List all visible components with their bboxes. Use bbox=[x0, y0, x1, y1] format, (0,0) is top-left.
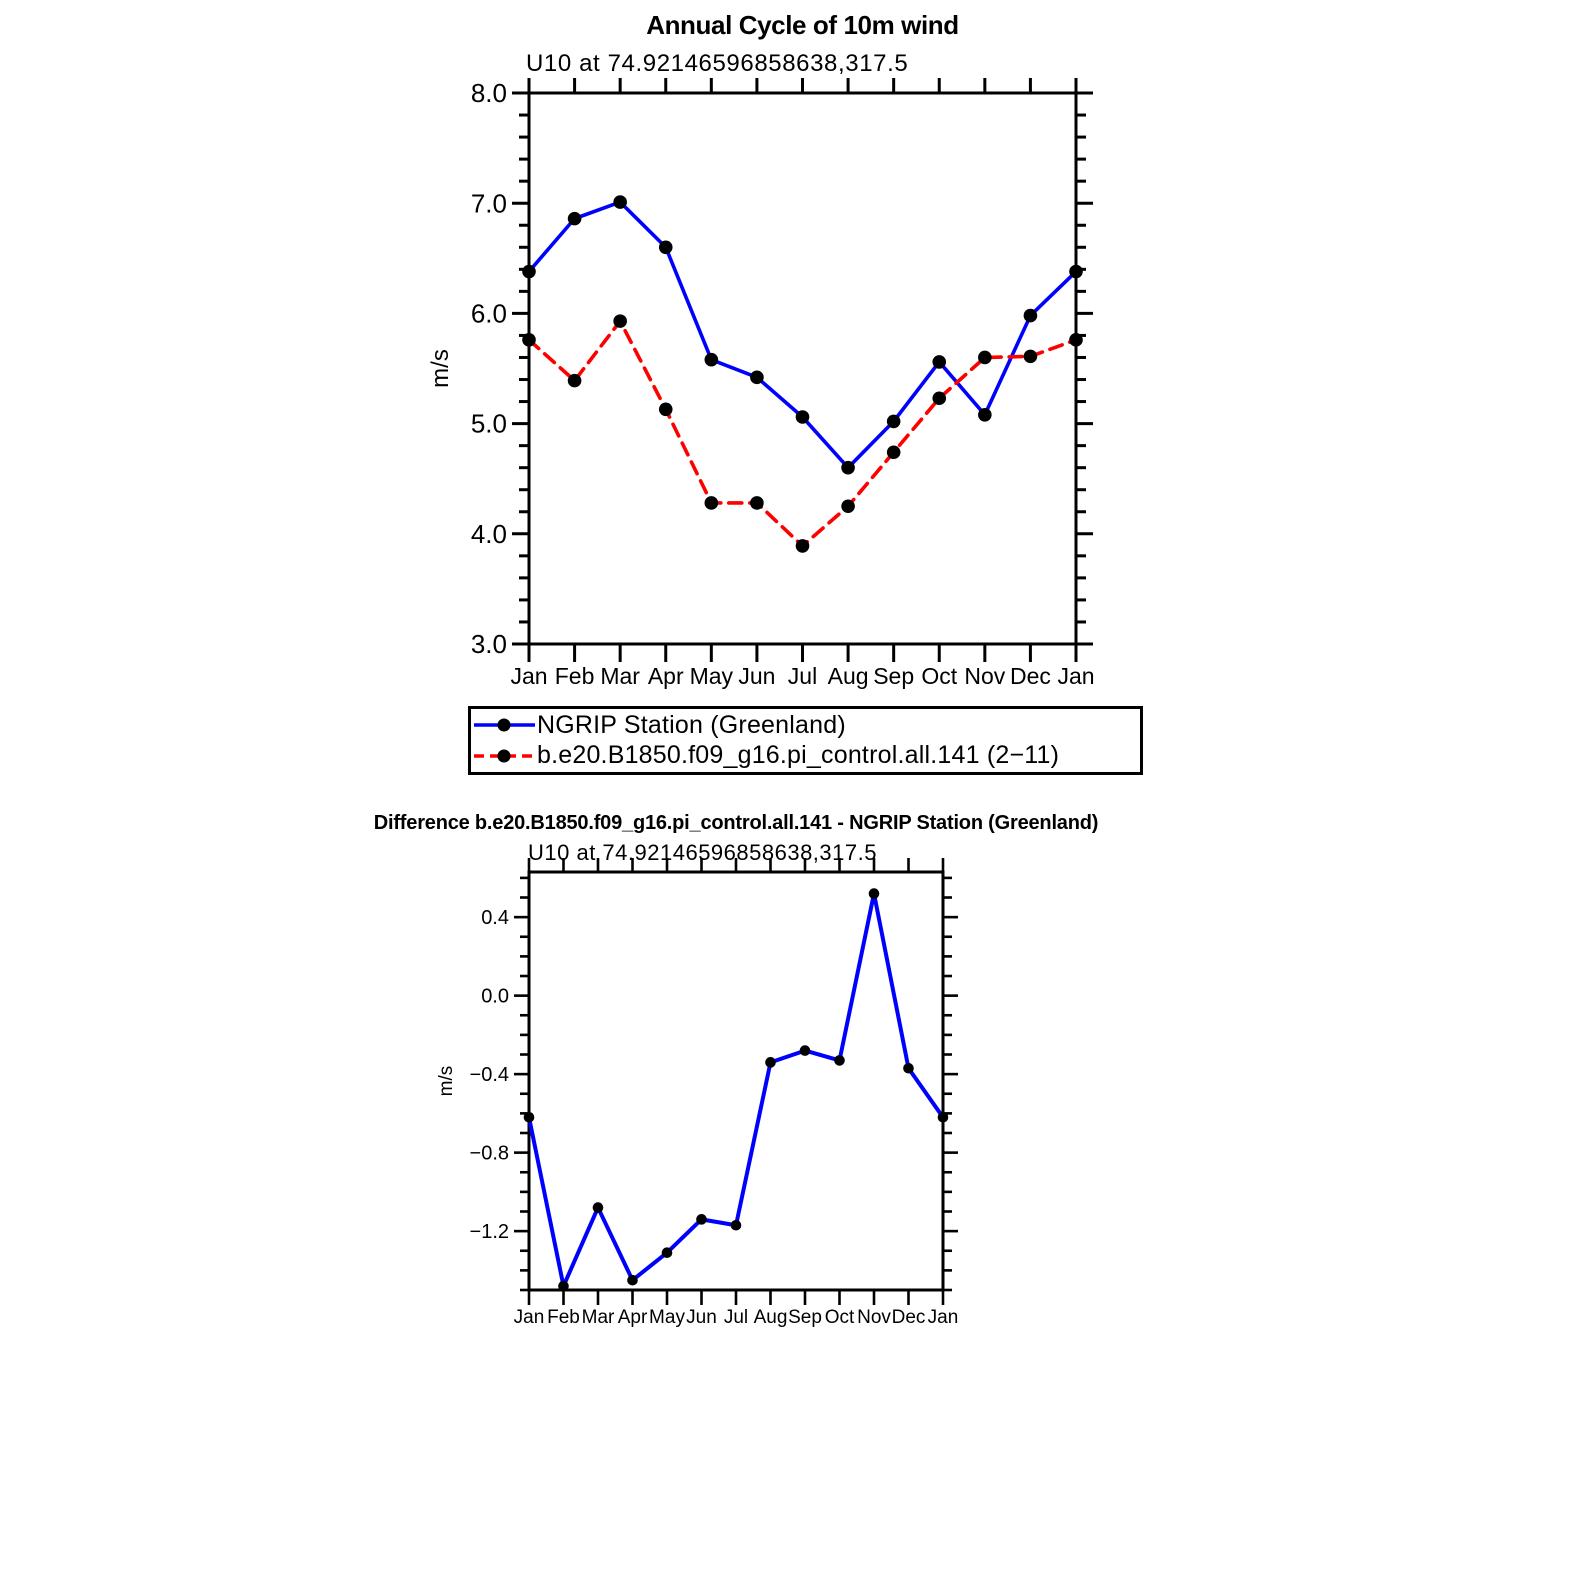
axis-frame bbox=[529, 93, 1076, 644]
y-tick-label: 0.4 bbox=[481, 907, 509, 930]
series-markers-0 bbox=[524, 888, 949, 1291]
y-tick-label: −0.4 bbox=[469, 1064, 509, 1087]
difference-chart-title: Difference b.e20.B1850.f09_g16.pi_control.all.141 - NGRIP Station (Greenland) bbox=[373, 812, 1099, 834]
y-minor-ticks bbox=[520, 878, 952, 1290]
difference-chart-subtitle: U10 at 74.92146596858638,317.5 bbox=[528, 840, 877, 865]
top-chart-subtitle: U10 at 74.92146596858638,317.5 bbox=[526, 50, 909, 77]
x-tick-label: Oct bbox=[824, 1307, 855, 1328]
x-tick-label: Aug bbox=[827, 663, 869, 689]
x-tick-label: Jun bbox=[738, 663, 776, 689]
x-tick-label: May bbox=[689, 663, 734, 689]
y-axis-label: m/s bbox=[427, 349, 454, 388]
y-tick-label: −0.8 bbox=[469, 1142, 509, 1165]
legend-label-ngrip: NGRIP Station (Greenland) bbox=[537, 710, 846, 739]
y-tick-label: 4.0 bbox=[470, 518, 507, 549]
y-tick-label: 0.0 bbox=[481, 985, 509, 1008]
x-tick-label: Nov bbox=[964, 663, 1006, 689]
x-tick-label: Mar bbox=[600, 663, 640, 689]
series-markers-0 bbox=[522, 195, 1083, 474]
x-tick-label: Jan bbox=[1057, 663, 1095, 689]
y-minor-ticks bbox=[519, 115, 1086, 622]
x-tick-label: Jan bbox=[510, 663, 548, 689]
legend-item-model bbox=[473, 741, 1140, 772]
x-tick-label: Sep bbox=[788, 1307, 822, 1328]
axis-frame bbox=[529, 872, 943, 1290]
x-ticks bbox=[514, 858, 959, 1328]
x-tick-label: May bbox=[649, 1307, 685, 1328]
x-tick-label: Dec bbox=[891, 1307, 926, 1328]
y-tick-label: 3.0 bbox=[470, 629, 507, 660]
y-ticks bbox=[470, 907, 958, 1243]
y-tick-label: 8.0 bbox=[470, 78, 507, 109]
x-tick-label: Jul bbox=[787, 663, 818, 689]
series-line-0 bbox=[529, 894, 943, 1286]
x-tick-label: Mar bbox=[581, 1307, 615, 1328]
series-markers-1 bbox=[522, 314, 1083, 552]
x-tick-label: Apr bbox=[617, 1307, 648, 1328]
legend-item-ngrip bbox=[473, 710, 1140, 741]
x-tick-label: Dec bbox=[1009, 663, 1051, 689]
y-ticks bbox=[471, 78, 1093, 659]
y-tick-label: 5.0 bbox=[470, 408, 507, 439]
series-line-1 bbox=[529, 321, 1076, 546]
x-tick-label: Aug bbox=[753, 1307, 788, 1328]
x-tick-label: Feb bbox=[547, 1307, 580, 1328]
top-chart-title: Annual Cycle of 10m wind bbox=[646, 10, 959, 40]
y-tick-label: 6.0 bbox=[470, 298, 507, 329]
x-tick-label: Feb bbox=[554, 663, 595, 689]
x-tick-label: Nov bbox=[857, 1307, 891, 1328]
legend-dashed-line-icon bbox=[473, 746, 536, 766]
y-axis-label: m/s bbox=[436, 1065, 457, 1097]
x-tick-label: Apr bbox=[647, 663, 684, 689]
x-tick-label: Sep bbox=[873, 663, 915, 689]
legend-box bbox=[468, 706, 1143, 775]
y-tick-label: 7.0 bbox=[470, 188, 507, 219]
legend-label-model: b.e20.B1850.f09_g16.pi_control.all.141 (2−11) bbox=[537, 741, 1060, 770]
legend-solid-line-icon bbox=[473, 715, 536, 735]
series-line-0 bbox=[529, 202, 1076, 468]
x-tick-label: Jun bbox=[686, 1307, 717, 1328]
y-tick-label: −1.2 bbox=[469, 1221, 509, 1244]
x-ticks bbox=[510, 78, 1094, 689]
x-tick-label: Oct bbox=[921, 663, 958, 689]
x-tick-label: Jan bbox=[513, 1307, 545, 1328]
x-tick-label: Jul bbox=[723, 1307, 749, 1328]
x-tick-label: Jan bbox=[927, 1307, 959, 1328]
